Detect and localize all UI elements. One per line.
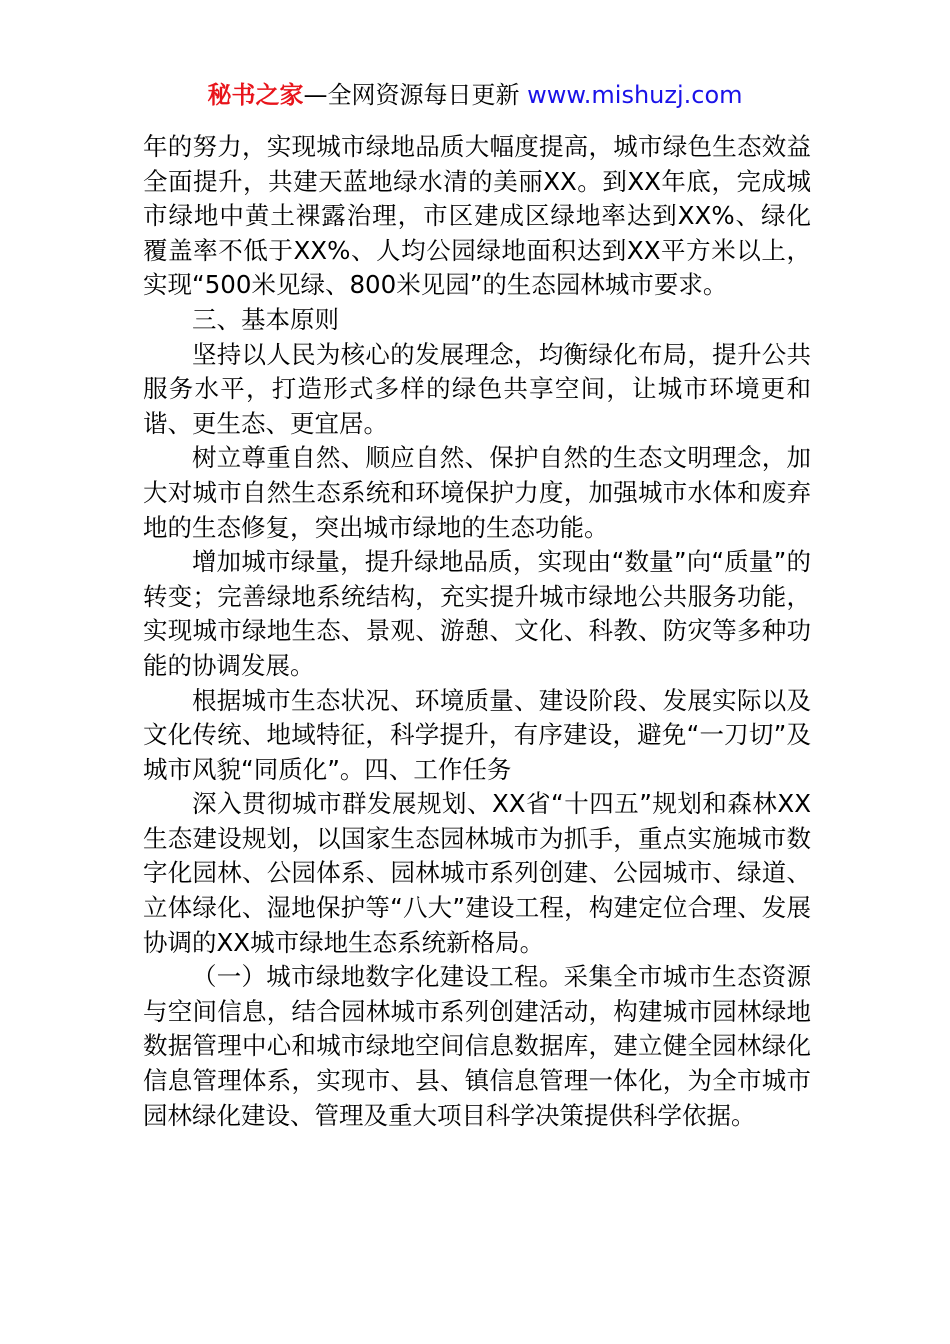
site-header (0, 78, 950, 112)
site-url-link[interactable]: www.mishuzj.com (527, 81, 743, 109)
header-tagline: —全网资源每日更新 (303, 81, 520, 109)
brand-name: 秘书之家 (207, 81, 304, 109)
paragraph: 树立尊重自然、顺应自然、保护自然的生态文明理念，加大对城市自然生态系统和环境保护力度，加强城市水体和废弃地的生态修复，突出城市绿地的生态功能。 (143, 443, 811, 542)
paragraph: 深入贯彻城市群发展规划、XX省“十四五”规划和森林XX生态建设规划，以国家生态园林城市为抓手，重点实施城市数字化园林、公园体系、园林城市系列创建、公园城市、绿道、立体绿化、湿地保护等“八大”建设工程，构建定位合理、发展协调的XX城市绿地生态系统新格局。 (143, 789, 811, 957)
document-body (143, 130, 811, 1133)
paragraph: 坚持以人民为核心的发展理念，均衡绿化布局，提升公共服务水平，打造形式多样的绿色共享空间，让城市环境更和谐、更生态、更宜居。 (143, 339, 811, 438)
section-heading-basic-principles: 三、基本原则 (192, 304, 339, 334)
paragraph: 增加城市绿量，提升绿地品质，实现由“数量”向“质量”的转变；完善绿地系统结构，充实提升城市绿地公共服务功能，实现城市绿地生态、景观、游憩、文化、科教、防灾等多种功能的协调发展。 (143, 547, 811, 680)
paragraph: （一）城市绿地数字化建设工程。采集全市城市生态资源与空间信息，结合园林城市系列创建活动，构建城市园林绿地数据管理中心和城市绿地空间信息数据库，建立健全园林绿化信息管理体系，实现市、县、镇信息管理一体化，为全市城市园林绿化建设、管理及重大项目科学决策提供科学依据。 (143, 962, 811, 1130)
paragraph-continuation: 年的努力，实现城市绿地品质大幅度提高，城市绿色生态效益全面提升，共建天蓝地绿水清的美丽XX。到XX年底，完成城市绿地中黄土裸露治理，市区建成区绿地率达到XX%、绿化覆盖率不低于XX%、人均公园绿地面积达到XX平方米以上，实现“500米见绿、800米见园”的生态园林城市要求。 (143, 132, 811, 300)
paragraph: 根据城市生态状况、环境质量、建设阶段、发展实际以及文化传统、地域特征，科学提升，有序建设，避免“一刀切”及城市风貌“同质化”。四、工作任务 (143, 685, 811, 784)
